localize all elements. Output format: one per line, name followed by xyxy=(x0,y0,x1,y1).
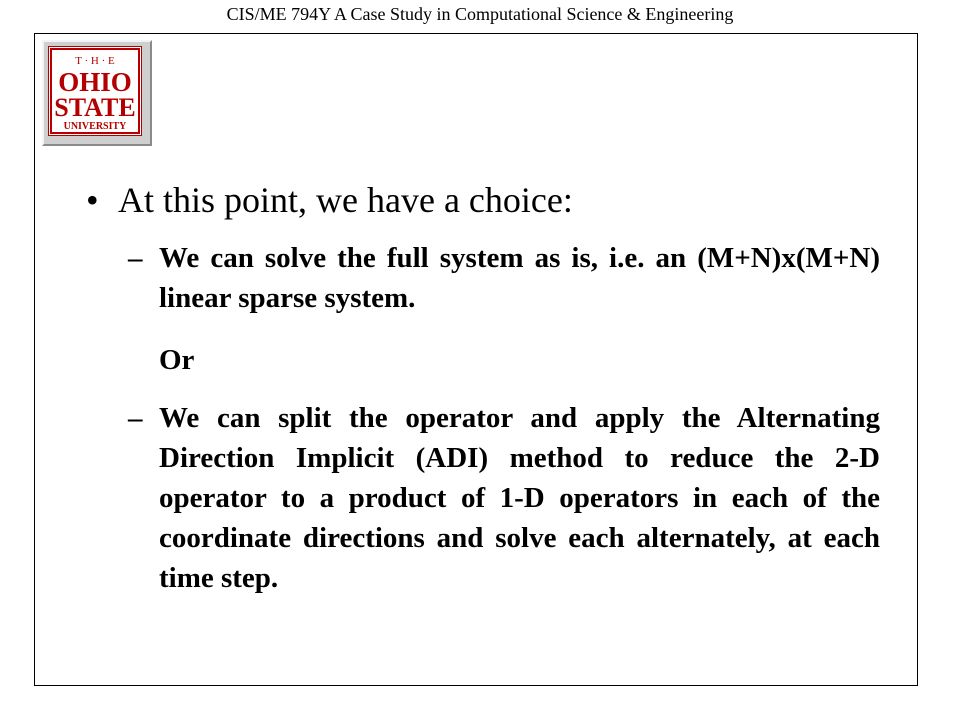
main-bullet xyxy=(86,178,573,222)
or-separator: Or xyxy=(159,344,195,376)
logo-text-the: T · H · E xyxy=(75,55,115,67)
bullet-icon: • xyxy=(86,180,99,220)
option-one-text: We can solve the full system as is, i.e. an (M+N)x(M+N) linear sparse system. xyxy=(159,242,880,314)
slide-header: CIS/ME 794Y A Case Study in Computational Science & Engineering xyxy=(226,4,734,24)
ohio-state-logo xyxy=(42,40,154,148)
main-bullet-text: At this point, we have a choice: xyxy=(118,180,573,220)
dash-icon: – xyxy=(128,242,143,274)
option-one xyxy=(128,238,880,318)
logo-text-state: STATE xyxy=(54,93,136,122)
logo-text-ohio: OHIO xyxy=(58,67,132,97)
logo-text-university: UNIVERSITY xyxy=(63,121,127,132)
option-two xyxy=(128,398,880,598)
dash-icon: – xyxy=(128,402,143,434)
option-two-text: We can split the operator and apply the Alternating Direction Implicit (ADI) method to reduce the 2-D operator to a product of 1-D operators in each of the coordinate directions and solve each alternately, at each time step. xyxy=(159,402,880,594)
logo-box xyxy=(48,46,142,136)
logo-svg xyxy=(49,47,141,135)
